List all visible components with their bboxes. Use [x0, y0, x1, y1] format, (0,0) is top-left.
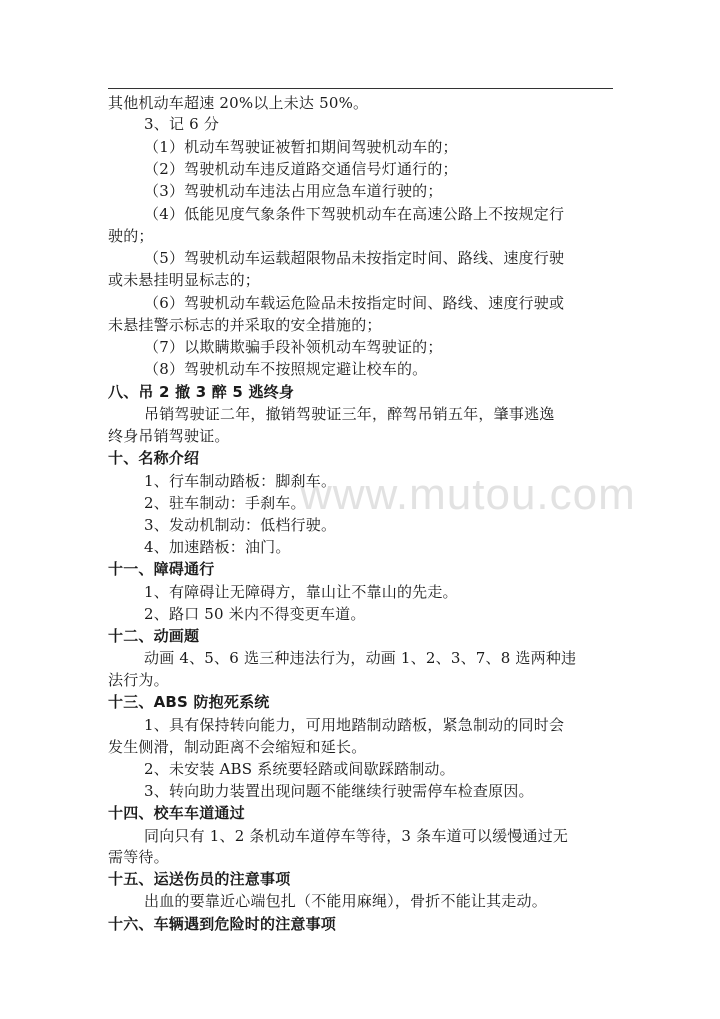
- text-line: 驶的；: [108, 227, 154, 245]
- header-rule: [108, 88, 613, 89]
- text-line: 未悬挂警示标志的并采取的安全措施的；: [108, 316, 382, 334]
- text-line: （6）驾驶机动车载运危险品未按指定时间、路线、速度行驶或: [144, 294, 565, 312]
- section-heading: 十二、动画题: [108, 627, 200, 645]
- text-line: （1）机动车驾驶证被暂扣期间驾驶机动车的；: [144, 138, 458, 156]
- text-line: （8）驾驶机动车不按照规定避让校车的。: [144, 360, 428, 378]
- text-line: 动画 4、5、6 选三种违法行为，动画 1、2、3、7、8 选两种违: [144, 649, 577, 667]
- section-heading: 十一、障碍通行: [108, 560, 215, 578]
- text-line: （3）驾驶机动车违法占用应急车道行驶的；: [144, 182, 443, 200]
- section-heading: 十六、车辆遇到危险时的注意事项: [108, 915, 337, 933]
- text-line: 出血的要靠近心端包扎（不能用麻绳），骨折不能让其走动。: [144, 892, 547, 910]
- text-line: 法行为。: [108, 671, 169, 689]
- text-line: 1、具有保持转向能力，可用地踏制动踏板，紧急制动的同时会: [144, 716, 565, 734]
- text-line: （7）以欺瞒欺骗手段补领机动车驾驶证的；: [144, 338, 443, 356]
- text-line: 4、加速踏板：油门。: [144, 538, 291, 556]
- text-line: 或未悬挂明显标志的；: [108, 271, 261, 289]
- text-line: 2、未安装 ABS 系统要轻踏或间歇踩踏制动。: [144, 760, 455, 778]
- text-line: 吊销驾驶证二年，撤销驾驶证三年，醉驾吊销五年，肇事逃逸: [144, 405, 555, 423]
- text-line: （5）驾驶机动车运载超限物品未按指定时间、路线、速度行驶: [144, 249, 565, 267]
- text-line: 3、转向助力装置出现问题不能继续行驶需停车检查原因。: [144, 782, 534, 800]
- section-heading: 十三、ABS 防抱死系统: [108, 693, 270, 711]
- section-heading: 八、吊 2 撤 3 醉 5 逃终身: [108, 383, 295, 401]
- text-line: （2）驾驶机动车违反道路交通信号灯通行的；: [144, 160, 458, 178]
- section-heading: 十四、校车车道通过: [108, 804, 245, 822]
- text-line: 同向只有 1、2 条机动车道停车等待，3 条车道可以缓慢通过无: [144, 827, 569, 845]
- watermark: www.mutou.com: [300, 470, 636, 519]
- text-line: 1、行车制动踏板：脚刹车。: [144, 472, 337, 490]
- text-line: 3、记 6 分: [144, 115, 220, 133]
- text-line: 1、有障碍让无障碍方，靠山让不靠山的先走。: [144, 583, 458, 601]
- text-line: 需等待。: [108, 848, 169, 866]
- text-line: 终身吊销驾驶证。: [108, 427, 230, 445]
- text-line: （4）低能见度气象条件下驾驶机动车在高速公路上不按规定行: [144, 205, 565, 223]
- text-line: 2、驻车制动：手刹车。: [144, 494, 306, 512]
- text-line: 发生侧滑，制动距离不会缩短和延长。: [108, 738, 367, 756]
- text-line: 其他机动车超速 20%以上未达 50%。: [108, 94, 369, 112]
- section-heading: 十五、运送伤员的注意事项: [108, 870, 291, 888]
- text-line: 2、路口 50 米内不得变更车道。: [144, 605, 366, 623]
- section-heading: 十、名称介绍: [108, 449, 200, 467]
- text-line: 3、发动机制动：低档行驶。: [144, 516, 337, 534]
